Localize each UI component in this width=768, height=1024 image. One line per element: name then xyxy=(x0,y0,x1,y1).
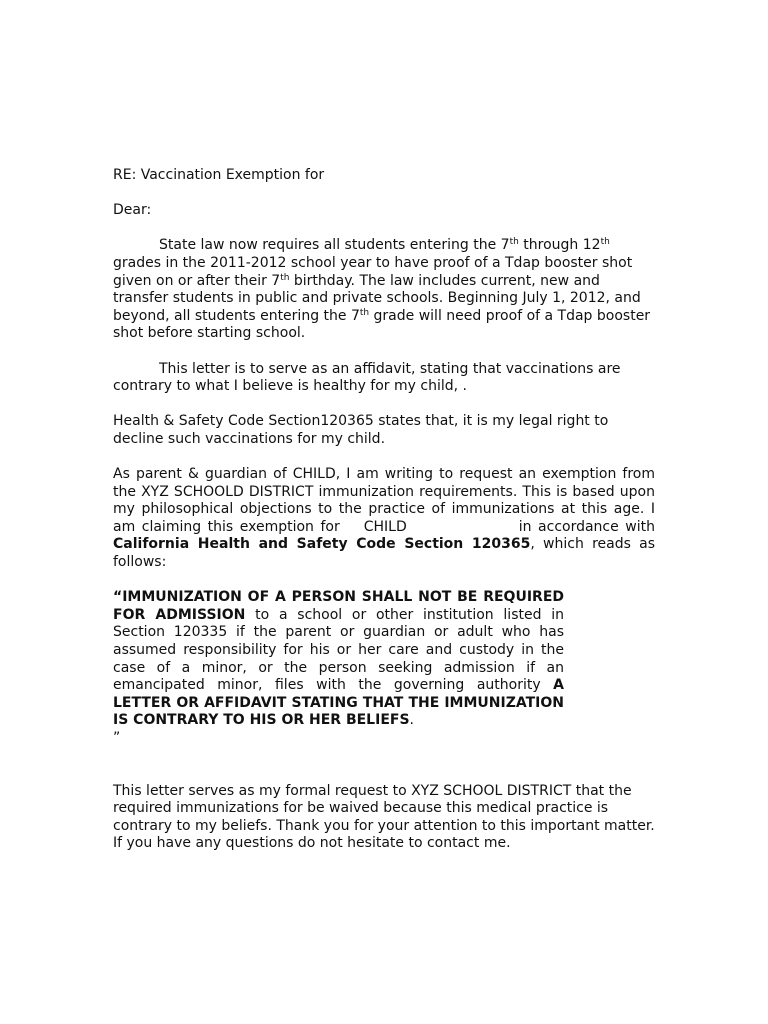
para1-text-e: grade will need proof of a Tdap booster shot before starting school. xyxy=(113,307,651,342)
superscript: th xyxy=(600,237,610,248)
quote-period: . xyxy=(409,712,414,729)
paragraph-legal-right: Health & Safety Code Section120365 states that, it is my legal right to decline such vaccinations for my child. xyxy=(113,413,609,447)
paragraph-affidavit: This letter is to serve as an affidavit, stating that vaccinations are contrary to what I believe is healthy for my child, . xyxy=(113,360,621,395)
paragraph-exemption-request xyxy=(113,466,655,572)
para1-text-a: State law now requires all students entering the 7 xyxy=(159,237,510,254)
child-name: CHILD xyxy=(363,518,407,535)
code-quotation xyxy=(113,589,564,747)
para4-text-b: in accordance with xyxy=(518,518,655,535)
para4-text-c: , which reads as follows: xyxy=(113,536,655,571)
para4-text-a: As parent & guardian of CHILD, I am writing to request an exemption from the XYZ SCHOOLD DISTRICT immunization requirements. This is based upon my philosophical objections to the practice of immunizations at this age. I am claiming this exemption for xyxy=(113,466,655,535)
paragraph-tdap-law xyxy=(113,237,655,343)
letter-body xyxy=(113,167,655,853)
quote-close-mark: ” xyxy=(113,730,121,746)
para1-text-c: grades in the 2011-2012 school year to have proof of a Tdap booster shot given on or after their 7 xyxy=(113,254,633,289)
quote-bold-b: A LETTER OR AFFIDAVIT STATING THAT THE IMMUNIZATION IS CONTRARY TO HIS OR HER BELIEFS xyxy=(113,677,564,729)
salutation: Dear: xyxy=(113,202,152,219)
superscript: th xyxy=(280,272,290,283)
quote-bold-a: “IMMUNIZATION OF A PERSON SHALL NOT BE REQUIRED FOR ADMISSION xyxy=(113,589,564,623)
paragraph-formal-request: This letter serves as my formal request to XYZ SCHOOL DISTRICT that the required immunizations for be waived because this medical practice is contrary to my beliefs. Thank you for your attention to this important matter. If you have any questions do not hesitate to contact me. xyxy=(113,782,655,852)
para1-text-b: through 12 xyxy=(518,237,601,254)
superscript: th xyxy=(509,237,519,248)
code-section-reference: California Health and Safety Code Section 120365 xyxy=(113,536,531,553)
re-line: RE: Vaccination Exemption for xyxy=(113,167,325,183)
quote-text: to a school or other institution listed in Section 120335 if the parent or guardian or adult who has assumed responsibility for his or her care and custody in the case of a minor, or the person seeking admission if an emancipated minor, files with the governing authority xyxy=(113,606,564,694)
para1-text-d: birthday. The law includes current, new and transfer students in public and private schools. Beginning July 1, 2012, and beyond, all students entering the 7 xyxy=(113,272,641,324)
superscript: th xyxy=(359,307,370,318)
